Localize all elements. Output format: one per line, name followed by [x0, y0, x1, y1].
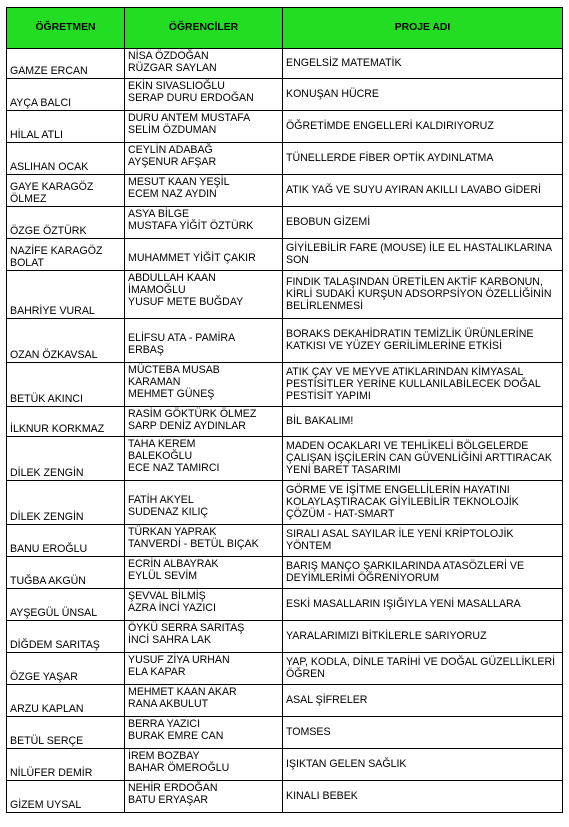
students-cell	[125, 781, 283, 813]
project-cell: ATIK ÇAY VE MEYVE ATIKLARINDAN KİMYASAL PESTİSİTLER YERİNE KULLANILABİLECEK DOĞAL PESTİSİT YAPIMI	[283, 363, 563, 407]
projects-table	[6, 7, 563, 813]
student-name: MUHAMMET YİĞİT ÇAKIR	[128, 252, 256, 264]
project-cell: TÜNELLERDE FİBER OPTİK AYDINLATMA	[283, 143, 563, 175]
project-cell: ATIK YAĞ VE SUYU AYIRAN AKILLI LAVABO GİDERİ	[283, 175, 563, 207]
student-name: ELİFSU ATA - PAMİRA	[128, 332, 236, 344]
table-row	[7, 49, 563, 79]
project-cell: BORAKS DEKAHİDRATIN TEMİZLİK ÜRÜNLERİNE KATKISI VE YÜZEY GERİLİMLERİNE ETKİSİ	[283, 319, 563, 363]
students-cell	[125, 749, 283, 781]
student-name: TANVERDİ - BETÜL BIÇAK	[128, 538, 259, 550]
teacher-cell: AYÇA BALCI	[7, 79, 125, 111]
teacher-cell: TUĞBA AKGÜN	[7, 557, 125, 589]
student-name: AZRA İNCİ YAZICI	[128, 602, 216, 614]
project-cell: KINALI BEBEK	[283, 781, 563, 813]
student-name: BAHAR ÖMEROĞLU	[128, 762, 230, 774]
table-row	[7, 437, 563, 481]
teacher-cell: ASLIHAN OCAK	[7, 143, 125, 175]
teacher-cell: ÖZGE ÖZTÜRK	[7, 207, 125, 239]
teacher-cell: ARZU KAPLAN	[7, 685, 125, 717]
table-row	[7, 685, 563, 717]
student-name: ECRİN ALBAYRAK	[128, 558, 219, 570]
student-name: KARAMAN	[128, 376, 181, 388]
project-cell: ÖĞRETİMDE ENGELLERİ KALDIRIYORUZ	[283, 111, 563, 143]
students-cell	[125, 363, 283, 407]
students-cell	[125, 589, 283, 621]
table-row	[7, 717, 563, 749]
table-row	[7, 525, 563, 557]
student-name	[128, 240, 279, 252]
student-name: MÜCTEBA MUSAB	[128, 364, 220, 376]
table-row	[7, 589, 563, 621]
header-row	[7, 8, 563, 49]
teacher-cell: NİLÜFER DEMİR	[7, 749, 125, 781]
table-row	[7, 407, 563, 437]
students-cell	[125, 481, 283, 525]
teacher-cell: DİLEK ZENGİN	[7, 481, 125, 525]
table-row	[7, 111, 563, 143]
student-name	[128, 320, 279, 332]
teacher-cell: GAYE KARAGÖZ ÖLMEZ	[7, 175, 125, 207]
teacher-cell: BAHRİYE VURAL	[7, 271, 125, 319]
student-name: NİSA ÖZDOĞAN	[128, 50, 209, 62]
header-project: PROJE ADI	[283, 8, 563, 49]
student-name: BURAK EMRE CAN	[128, 730, 224, 742]
header-teacher: ÖĞRETMEN	[7, 8, 125, 49]
table-row	[7, 271, 563, 319]
student-name: BALEKOĞLU	[128, 450, 193, 462]
student-name: RANA AKBULUT	[128, 698, 209, 710]
table-row	[7, 653, 563, 685]
teacher-cell: ÖZGE YAŞAR	[7, 653, 125, 685]
student-name: YUSUF ZİYA URHAN	[128, 654, 230, 666]
students-cell	[125, 685, 283, 717]
teacher-cell: NAZİFE KARAGÖZ BOLAT	[7, 239, 125, 271]
student-name: CEYLİN ADABAĞ	[128, 144, 213, 156]
project-cell: YAP, KODLA, DİNLE TARİHİ VE DOĞAL GÜZELLİKLERİ ÖĞREN	[283, 653, 563, 685]
table-row	[7, 143, 563, 175]
student-name: YUSUF METE BUĞDAY	[128, 296, 244, 308]
student-name: SELİM ÖZDUMAN	[128, 124, 217, 136]
table-row	[7, 481, 563, 525]
project-cell: ASAL ŞİFRELER	[283, 685, 563, 717]
teacher-cell: İLKNUR KORKMAZ	[7, 407, 125, 437]
project-cell: ESKİ MASALLARIN IŞIĞIYLA YENİ MASALLARA	[283, 589, 563, 621]
project-cell: IŞIKTAN GELEN SAĞLIK	[283, 749, 563, 781]
header-students: ÖĞRENCİLER	[125, 8, 283, 49]
project-cell: SIRALI ASAL SAYILAR İLE YENİ KRİPTOLOJİK YÖNTEM	[283, 525, 563, 557]
teacher-cell: DİĞDEM SARITAŞ	[7, 621, 125, 653]
student-name: EKİN SIVASLIOĞLU	[128, 80, 225, 92]
project-cell: BARIŞ MANÇO ŞARKILARINDA ATASÖZLERİ VE DEYİMLERİMİ ÖĞRENİYORUM	[283, 557, 563, 589]
students-cell	[125, 271, 283, 319]
student-name: İMAMOĞLU	[128, 284, 186, 296]
student-name: FATİH AKYEL	[128, 494, 194, 506]
students-cell	[125, 557, 283, 589]
table-row	[7, 621, 563, 653]
table-row	[7, 207, 563, 239]
student-name: MEHMET KAAN AKAR	[128, 686, 237, 698]
student-name: AYŞENUR AFŞAR	[128, 156, 217, 168]
student-name: SERAP DURU ERDOĞAN	[128, 92, 254, 104]
student-name: MEHMET GÜNEŞ	[128, 388, 215, 400]
students-cell	[125, 49, 283, 79]
students-cell	[125, 319, 283, 363]
students-cell	[125, 111, 283, 143]
students-cell	[125, 143, 283, 175]
teacher-cell: HİLAL ATLI	[7, 111, 125, 143]
students-cell	[125, 653, 283, 685]
project-cell: TOMSES	[283, 717, 563, 749]
project-cell: KONUŞAN HÜCRE	[283, 79, 563, 111]
student-name: ECE NAZ TAMIRCI	[128, 462, 220, 474]
teacher-cell: AYŞEGÜL ÜNSAL	[7, 589, 125, 621]
students-cell	[125, 717, 283, 749]
project-cell: GÖRME VE İŞİTME ENGELLİLERİN HAYATINI KOLAYLAŞTIRACAK GİYİLEBİLİR TEKNOLOJİK ÇÖZÜM - HAT-SMART	[283, 481, 563, 525]
project-cell: FINDIK TALAŞINDAN ÜRETİLEN AKTİF KARBONUN, KİRLİ SUDAKİ KURŞUN ADSORPSİYON ÖZELLİĞİNİN BELİRLENMESİ	[283, 271, 563, 319]
student-name: BERRA YAZICI	[128, 718, 201, 730]
students-cell	[125, 79, 283, 111]
table-row	[7, 175, 563, 207]
student-name: ECEM NAZ AYDIN	[128, 188, 217, 200]
table-row	[7, 319, 563, 363]
student-name: DURU ANTEM MUSTAFA	[128, 112, 251, 124]
student-name: RÜZGAR SAYLAN	[128, 62, 217, 74]
teacher-cell: BANU EROĞLU	[7, 525, 125, 557]
student-name: MESUT KAAN YEŞİL	[128, 176, 230, 188]
student-name: BATU ERYAŞAR	[128, 794, 209, 806]
teacher-cell: BETÜK AKINCI	[7, 363, 125, 407]
project-cell: EBOBUN GİZEMİ	[283, 207, 563, 239]
teacher-cell: GİZEM UYSAL	[7, 781, 125, 813]
students-cell	[125, 175, 283, 207]
student-name: İNCİ SAHRA LAK	[128, 634, 212, 646]
student-name: EYLÜL SEVİM	[128, 570, 198, 582]
students-cell	[125, 207, 283, 239]
table-row	[7, 557, 563, 589]
table-row	[7, 239, 563, 271]
students-cell	[125, 407, 283, 437]
table-row	[7, 781, 563, 813]
table-row	[7, 363, 563, 407]
project-cell: YARALARIMIZI BİTKİLERLE SARIYORUZ	[283, 621, 563, 653]
students-cell	[125, 621, 283, 653]
student-name: ABDULLAH KAAN	[128, 272, 216, 284]
table-row	[7, 79, 563, 111]
teacher-cell: BETÜL SERÇE	[7, 717, 125, 749]
student-name: ÖYKÜ SERRA SARITAŞ	[128, 622, 245, 634]
students-cell	[125, 525, 283, 557]
teacher-cell: GAMZE ERCAN	[7, 49, 125, 79]
student-name: ASYA BİLGE	[128, 208, 190, 220]
project-cell: BİL BAKALIM!	[283, 407, 563, 437]
table-row	[7, 749, 563, 781]
student-name: SUDENAZ KILIÇ	[128, 506, 209, 518]
student-name	[128, 482, 279, 494]
student-name: ŞEVVAL BİLMİŞ	[128, 590, 206, 602]
student-name: NEHİR ERDOĞAN	[128, 782, 218, 794]
teacher-cell: OZAN ÖZKAVSAL	[7, 319, 125, 363]
students-cell	[125, 437, 283, 481]
student-name: RASİM GÖKTÜRK ÖLMEZ	[128, 408, 257, 420]
students-cell	[125, 239, 283, 271]
student-name: TÜRKAN YAPRAK	[128, 526, 217, 538]
teacher-cell: DİLEK ZENGİN	[7, 437, 125, 481]
student-name: ELA KAPAR	[128, 666, 186, 678]
student-name: MUSTAFA YİĞİT ÖZTÜRK	[128, 220, 254, 232]
project-cell: ENGELSİZ MATEMATİK	[283, 49, 563, 79]
student-name: TAHA KEREM	[128, 438, 196, 450]
student-name: ERBAŞ	[128, 344, 164, 356]
student-name: SARP DENİZ AYDINLAR	[128, 420, 246, 432]
student-name: İREM BOZBAY	[128, 750, 200, 762]
project-cell: GİYİLEBİLİR FARE (MOUSE) İLE EL HASTALIKLARINA SON	[283, 239, 563, 271]
project-cell: MADEN OCAKLARI VE TEHLİKELİ BÖLGELERDE ÇALIŞAN İŞÇİLERİN CAN GÜVENLİĞİNİ ARTTIRACAK YENİ BARET TASARIMI	[283, 437, 563, 481]
